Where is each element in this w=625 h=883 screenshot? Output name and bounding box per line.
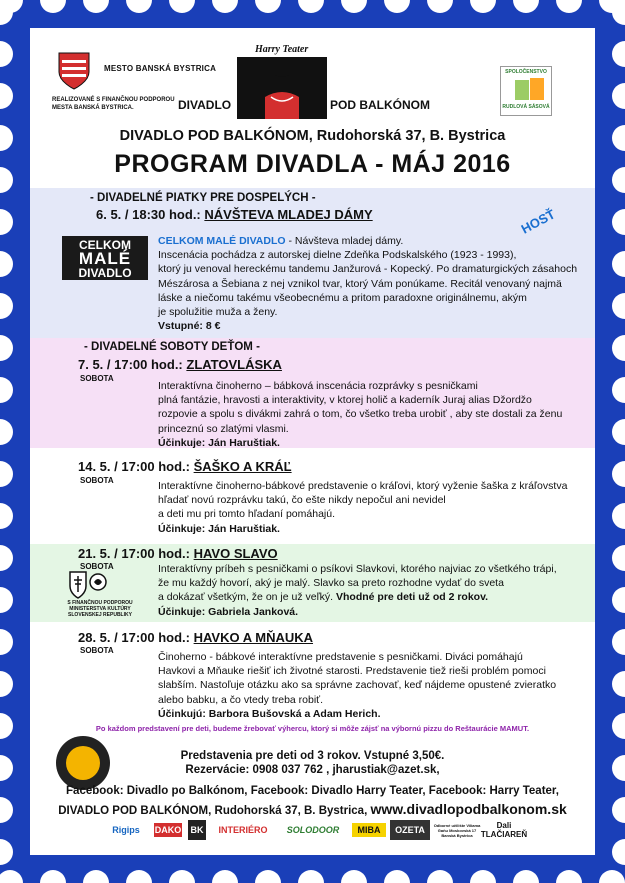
description-line: Havkovi a Mňauke riešiť ich životné starosti. Predstavenie tiež rieši problém pomoci <box>158 665 546 678</box>
community-logo <box>500 66 552 116</box>
ministry-line-1: S FINANČNOU PODPOROU <box>67 600 133 606</box>
event-title: ZLATOVLÁSKA <box>186 357 282 372</box>
reservation-contact: Rezervácie: 0908 037 762 , jharustiak@azet.sk, <box>185 764 440 776</box>
friday-event-description <box>158 234 577 333</box>
ministry-support-note <box>60 600 140 618</box>
website-link[interactable]: www.divadlopodbalkonom.sk <box>370 801 567 817</box>
entry-fee: Vstupné: 8 € <box>158 320 221 333</box>
description-line: je spolužitie muža a ženy. <box>158 306 278 319</box>
event-heading-havo-slavo <box>78 546 278 561</box>
theatre-curtain-logo-icon <box>237 57 327 119</box>
event-title: NÁVŠTEVA MLADEJ DÁMY <box>204 207 373 222</box>
event-time: / 17:00 hod.: <box>110 546 194 561</box>
sponsor-logo-miba: MIBA <box>352 823 386 837</box>
company-name: CELKOM MALÉ DIVADLO <box>158 235 286 247</box>
age-recommendation: Vhodné pre deti už od 2 rokov. <box>336 591 489 604</box>
friday-section-title: - DIVADELNÉ PIATKY PRE DOSPELÝCH - <box>90 192 316 204</box>
event-title: HAVO SLAVO <box>193 546 278 561</box>
event-time: / 17:00 hod.: <box>110 459 194 474</box>
day-label: SOBOTA <box>80 562 114 571</box>
description-line: a deti mu pri tomto hľadaní pomáhajú. <box>158 508 335 521</box>
sponsor-logo-ozeta: OZETA <box>390 820 430 840</box>
footer-address-text: DIVADLO POD BALKÓNOM, Rudohorská 37, B. Bystrica, <box>58 805 371 817</box>
cast: Účinkuje: Gabriela Janková. <box>158 605 299 618</box>
day-label: SOBOTA <box>80 476 114 485</box>
event-description-sasko-a-kral <box>158 479 567 536</box>
community-logo-title: SPOLOČENSTVO <box>505 69 547 75</box>
ministry-line-2: MINISTERSTVA KULTÚRY <box>69 606 131 612</box>
sponsor-logo-solodoor: SOLODOOR <box>286 825 340 835</box>
description-line: Inscenácia pochádza z autorskej dielne Zdeňka Podskalského (1923 - 1993), <box>158 249 517 262</box>
cast: Účinkuje: Ján Haruštiak. <box>158 522 280 535</box>
description-line: rozpovie a spolu s divákmi zahrá o tom, čo všetko treba urobiť , aby ste dostali za ženu <box>158 408 563 421</box>
funding-line-1: REALIZOVANÉ S FINANČNOU PODPOROU <box>52 97 175 103</box>
community-logo-subtitle: RUDLOVÁ SÁSOVÁ <box>502 104 550 110</box>
logo-word-divadlo: DIVADLO <box>178 98 232 112</box>
event-time: / 17:00 hod.: <box>110 630 194 645</box>
celkom-male-divadlo-logo <box>62 236 148 280</box>
logo-line-1: CELKOM <box>79 238 131 252</box>
page-title: PROGRAM DIVADLA - MÁJ 2016 <box>114 150 511 178</box>
saturday-section-title: - DIVADELNÉ SOBOTY DEŤOM - <box>84 341 260 353</box>
sponsor-logo-interiero: INTERIÉRO <box>218 825 268 835</box>
event-description-havko-a-mnauka <box>158 650 556 721</box>
description-line: hľadať novú rozprávku takú, čo ešte nikdy nepočul ani nevidel <box>158 494 446 507</box>
description-text: - Návšteva mladej dámy. <box>285 235 404 247</box>
ministry-culture-emblem-icon <box>68 570 108 602</box>
cast: Účinkujú: Barbora Bušovská a Adam Herich. <box>158 707 381 720</box>
event-heading-sasko-a-kral <box>78 459 292 474</box>
description-line <box>158 590 557 604</box>
city-crest-icon <box>58 52 90 90</box>
cast: Účinkuje: Ján Haruštiak. <box>158 436 280 449</box>
day-label: SOBOTA <box>80 646 114 655</box>
description-text: a dokázať všetkým, že on je už veľký. <box>158 591 336 604</box>
logo-word-pod-balkonom: POD BALKÓNOM <box>330 98 430 112</box>
event-date: 6. 5. <box>96 207 122 222</box>
event-title: ŠAŠKO A KRÁĽ <box>193 459 292 474</box>
event-description-zlatovlaska <box>158 379 562 450</box>
event-time: / 17:00 hod.: <box>103 357 187 372</box>
description-line: Interaktívna činoherno – bábková inscenácia rozprávky s pesničkami <box>158 380 478 392</box>
city-name: MESTO BANSKÁ BYSTRICA <box>104 64 217 73</box>
footer-address <box>0 801 625 817</box>
event-date: 14. 5. <box>78 459 111 474</box>
description-line: slabším. Nastoľuje otázku ako sa správne zachovať, keď nájdeme opustené zvieratko <box>158 679 557 692</box>
funding-line-2: MESTA BANSKÁ BYSTRICA. <box>52 105 134 111</box>
sponsor-logo-rigips: Rigips <box>112 825 140 835</box>
event-time: / 18:30 hod.: <box>121 207 205 222</box>
description-line: Činoherno - bábkové interaktívne predstavenie s pesničkami. Diváci pomáhajú <box>158 651 523 663</box>
description-line: Interaktívne činoherno-bábkové predstavenie o kráľovi, ktorý vyženie šaška z kráľovstva <box>158 480 568 492</box>
event-date: 21. 5. <box>78 546 111 561</box>
description-line: že mu každý hovorí, aký je malý. Slavko sa preto rozhodne vydať do sveta <box>158 577 504 590</box>
event-date: 7. 5. <box>78 357 104 372</box>
friday-event-heading <box>96 207 373 222</box>
event-title: HAVKO A MŇAUKA <box>193 630 314 645</box>
sponsor-logo-dako: DAKO <box>154 825 182 835</box>
city-funding-note <box>52 96 175 112</box>
logo-line-2: MALÉ <box>78 249 132 268</box>
children-info: Predstavenia pre deti od 3 rokov. Vstupné 3,50€. <box>180 750 445 762</box>
description-line: plná fantázie, hravosti a interaktivity, v ktorej holič a kaderník Juraj alias Džordžo <box>158 394 532 407</box>
house-orange-icon <box>530 78 544 100</box>
house-green-icon <box>515 80 529 100</box>
logo-line-3: DIVADLO <box>78 266 132 280</box>
description-line: ktorý ju venoval hereckému tandemu Janžurová - Kopecký. Po dramaturgických zásahoch <box>158 263 578 276</box>
sponsor-logo-bk: BK <box>188 820 206 840</box>
description-line: Mészárosa a Šebiana z nej vznikol tvar, ktorý Vám ponúkame. Recitál venovaný najmä <box>158 277 562 290</box>
harry-teater-label: Harry Teater <box>255 44 309 55</box>
facebook-links: Facebook: Divadlo po Balkónom, Facebook: Divadlo Harry Teater, Facebook: Harry Teater, <box>66 785 559 797</box>
description-line <box>158 234 577 248</box>
description-line: láske a niečomu takému všeobecnému a pritom paradoxne originálnemu, akým <box>158 291 527 304</box>
guest-badge: HOSŤ <box>518 206 558 237</box>
event-date: 28. 5. <box>78 630 111 645</box>
ministry-line-3: SLOVENSKEJ REPUBLIKY <box>68 612 132 618</box>
sponsor-logo-dali: Dali TLAČIAREŇ <box>480 821 528 839</box>
pizza-raffle-note: Po každom predstavení pre deti, budeme žrebovať výhercu, ktorý si môže zájsť na výbornú pizzu do Reštaurácie MAMUT. <box>95 724 530 733</box>
sponsor-logo-odborne-uciliste: Odborné učilište Viliama Gaňu Moskovská 17 Banská Bystrica <box>433 822 481 838</box>
description-line: princeznú so zlatými vlasmi. <box>158 422 289 435</box>
description-line: alebo babku, a čo vtedy treba robiť. <box>158 693 324 706</box>
event-description-havo-slavo <box>158 562 557 619</box>
description-line: Interaktívny príbeh s pesničkami o psíkovi Slavkovi, ktorého najviac zo všetkého trápi, <box>158 563 557 575</box>
theatre-address: DIVADLO POD BALKÓNOM, Rudohorská 37, B. Bystrica <box>119 128 506 144</box>
day-label: SOBOTA <box>80 374 114 383</box>
event-heading-zlatovlaska <box>78 357 282 372</box>
event-heading-havko-a-mnauka <box>78 630 313 645</box>
